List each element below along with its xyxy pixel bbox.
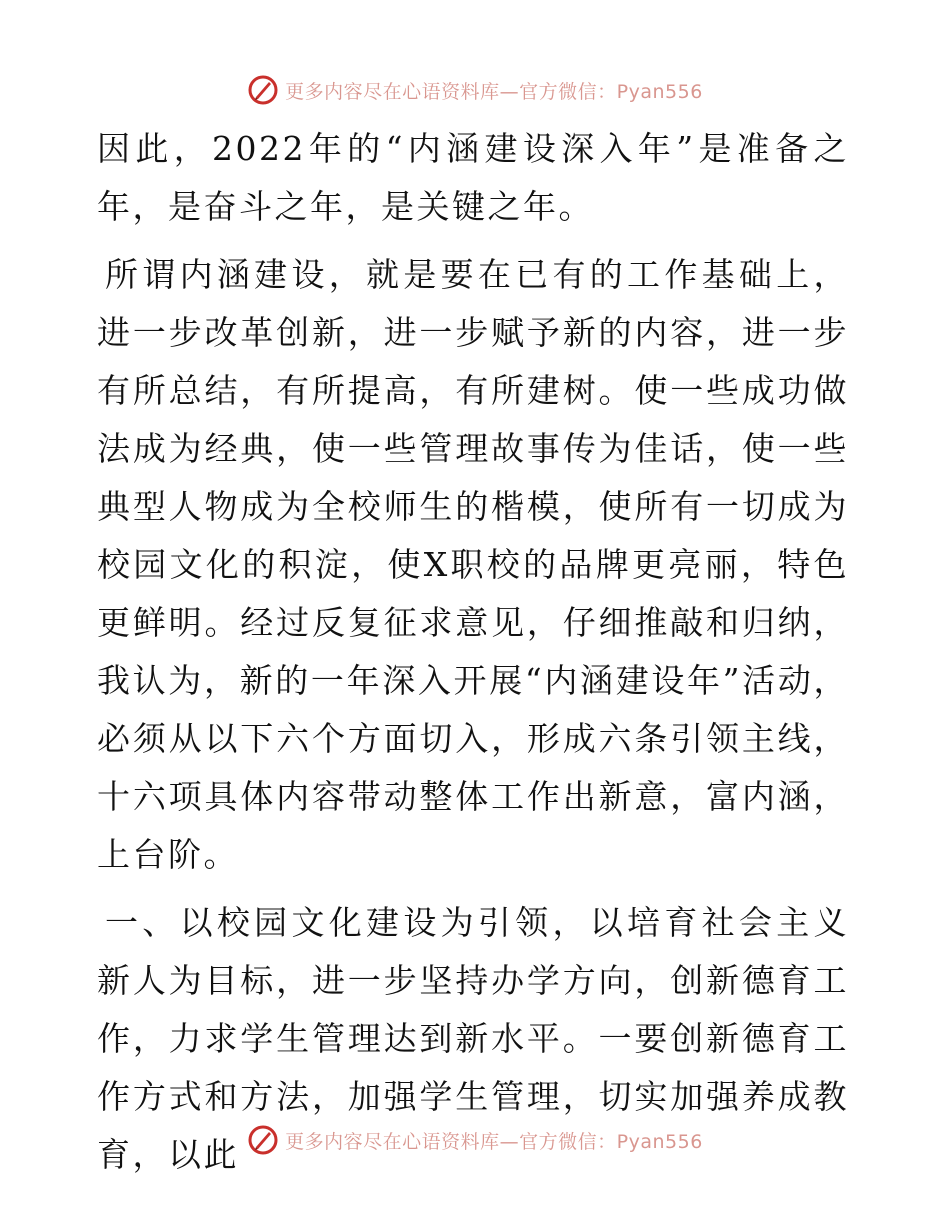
quill-logo-icon bbox=[247, 74, 279, 106]
watermark-footer bbox=[0, 1120, 950, 1160]
quill-logo-icon bbox=[247, 1124, 279, 1156]
paragraph-3: 一、以校园文化建设为引领，以培育社会主义新人为目标，进一步坚持办学方向，创新德育工作，力求学生管理达到新水平。一要创新德育工作方式和方法，加强学生管理，切实加强养成教育，以此 bbox=[97, 903, 849, 1174]
watermark-text: 更多内容尽在心语资料库—官方微信：Pyan556 bbox=[285, 80, 703, 103]
watermark-header bbox=[0, 70, 950, 110]
watermark-text: 更多内容尽在心语资料库—官方微信：Pyan556 bbox=[285, 1130, 703, 1153]
paragraph-2: 所谓内涵建设，就是要在已有的工作基础上，进一步改革创新，进一步赋予新的内容，进一步有所总结，有所提高，有所建树。使一些成功做法成为经典，使一些管理故事传为佳话，使一些典型人物成为全校师生的楷模，使所有一切成为校园文化的积淀，使X职校的品牌更亮丽，特色更鲜明。经过反复征求意见，仔细推敲和归纳，我认为，新的一年深入开展“内涵建设年”活动，必须从以下六个方面切入，形成六条引领主线，十六项具体内容带动整体工作出新意，富内涵，上台阶。 bbox=[97, 255, 849, 874]
document-body bbox=[97, 120, 849, 1184]
paragraph-1: 因此，2022年的“内涵建设深入年”是准备之年，是奋斗之年，是关键之年。 bbox=[97, 129, 849, 226]
